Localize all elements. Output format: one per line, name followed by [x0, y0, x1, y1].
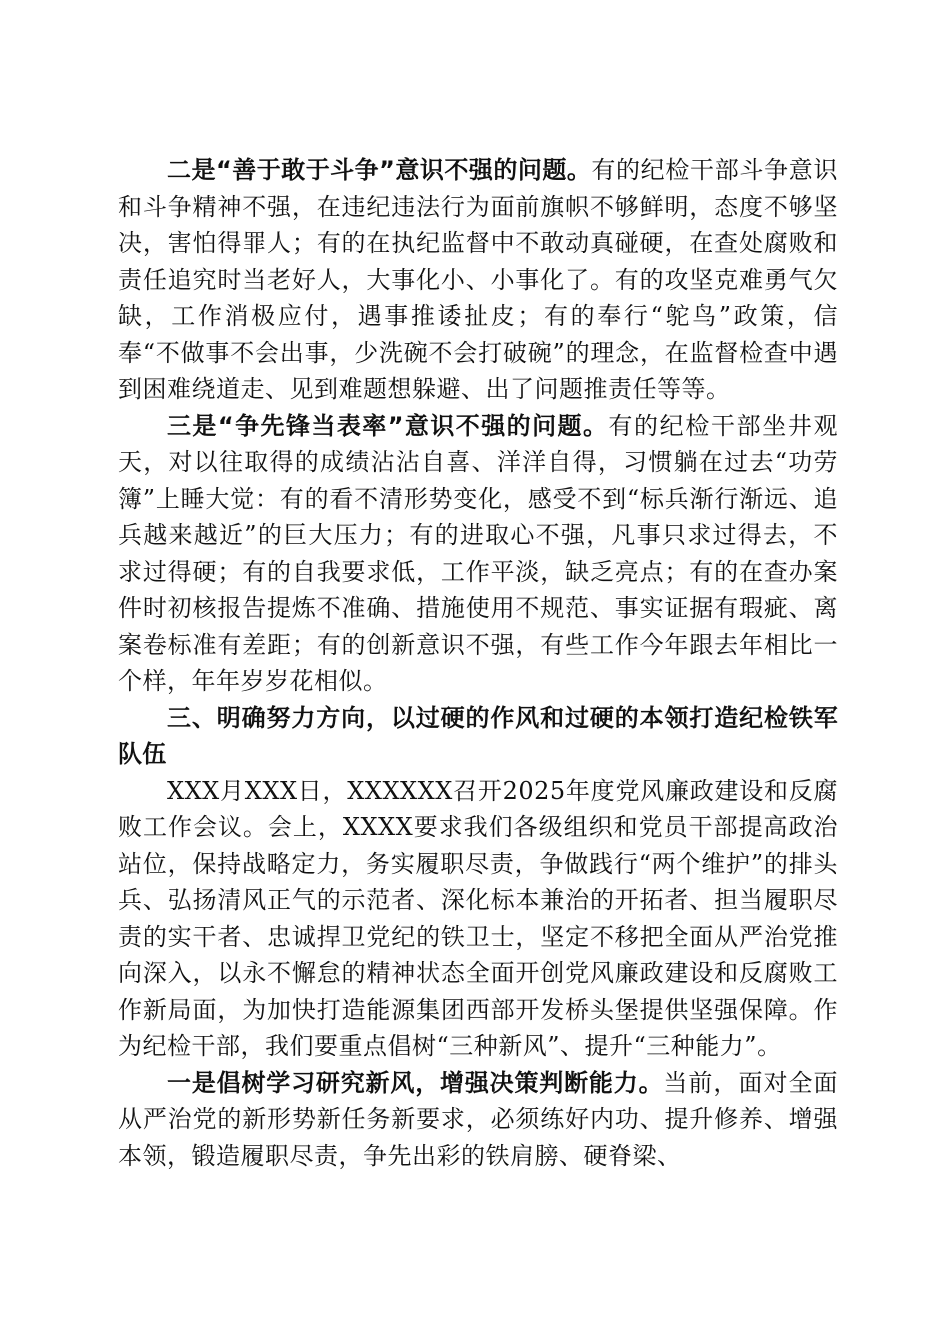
document-page	[118, 152, 838, 1174]
paragraph-lead: 三是“争先锋当表率”意识不强的问题。	[167, 411, 609, 440]
paragraph-problem-struggle	[118, 152, 838, 408]
paragraph-lead: 一是倡树学习研究新风，增强决策判断能力。	[167, 1068, 664, 1097]
paragraph-learning	[118, 1065, 838, 1175]
section-heading: 三、明确努力方向，以过硬的作风和过硬的本领打造纪检铁军队伍	[118, 703, 838, 768]
paragraph-body: 有的纪检干部斗争意识和斗争精神不强，在违纪违法行为面前旗帜不够鲜明，态度不够坚决，害怕得罪人；有的在执纪监督中不敢动真碰硬，在查处腐败和责任追究时当老好人，大事化小、小事化了。有的攻坚克难勇气欠缺，工作消极应付，遇事推诿扯皮；有的奉行“鸵鸟”政策，信奉“不做事不会出事，少洗碗不会打破碗”的理念，在监督检查中遇到困难绕道走、见到难题想躲避、出了问题推责任等等。	[118, 156, 838, 403]
paragraph-meeting: XXX月XXX日，XXXXXX召开2025年度党风廉政建设和反腐败工作会议。会上，XXXX要求我们各级组织和党员干部提高政治站位，保持战略定力，务实履职尽责，争做践行“两个维护”的排头兵、弘扬清风正气的示范者、深化标本兼治的开拓者、担当履职尽责的实干者、忠诚捍卫党纪的铁卫士，坚定不移把全面从严治党推向深入，以永不懈怠的精神状态全面开创党风廉政建设和反腐败工作新局面，为加快打造能源集团西部开发桥头堡提供坚强保障。作为纪检干部，我们要重点倡树“三种新风”、提升“三种能力”。	[118, 776, 838, 1060]
paragraph-body: 当前，面对全面从严治党的新形势新任务新要求，必须练好内功、提升修养、增强本领，锻造履职尽责，争先出彩的铁肩膀、硬脊梁、	[118, 1068, 839, 1170]
paragraph-body: 有的纪检干部坐井观天，对以往取得的成绩沾沾自喜、洋洋自得，习惯躺在过去“功劳簿”上睡大觉：有的看不清形势变化，感受不到“标兵渐行渐远、追兵越来越近”的巨大压力；有的进取心不强，凡事只求过得去，不求过得硬；有的自我要求低，工作平淡，缺乏亮点；有的在查办案件时初核报告提炼不准确、措施使用不规范、事实证据有瑕疵、离案卷标准有差距；有的创新意识不强，有些工作今年跟去年相比一个样，年年岁岁花相似。	[118, 411, 838, 695]
paragraph-lead: 二是“善于敢于斗争”意识不强的问题。	[167, 156, 592, 184]
paragraph-problem-pioneer	[118, 408, 838, 700]
